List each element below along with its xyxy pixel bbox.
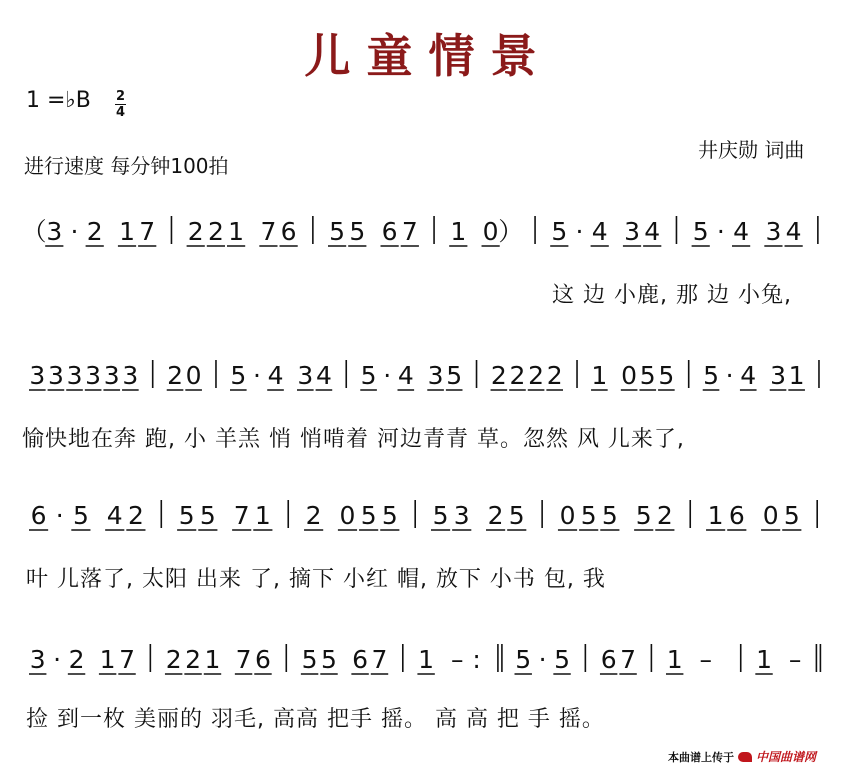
note: 3 (122, 361, 139, 390)
note: 4 (644, 217, 661, 246)
note: 5 (360, 501, 377, 530)
note: 4 (785, 217, 802, 246)
note: 5 (508, 501, 525, 530)
note: 5 (349, 217, 366, 246)
note: · (53, 645, 62, 674)
note: 0 (559, 501, 576, 530)
note: 4 (591, 217, 608, 246)
note: 5 (360, 361, 377, 390)
note: · (725, 361, 734, 390)
note: 2 (656, 501, 673, 530)
note: 2 (185, 645, 202, 674)
note: 6 (352, 645, 369, 674)
note: 5 (692, 217, 709, 246)
note: 3 (29, 361, 46, 390)
note: 1 (204, 645, 221, 674)
note: 3 (624, 217, 640, 246)
note: : (472, 645, 481, 674)
note: 1 (228, 217, 245, 246)
lyric-line-4: 捡 到一枚 美丽的 羽毛, 高高 把手 摇。 高 高 把 手 摇。 (26, 707, 605, 732)
note: 5 (783, 501, 800, 530)
note: 6 (30, 501, 47, 530)
note: 3 (765, 217, 782, 246)
note: 1 (254, 501, 271, 530)
note: 1 (119, 217, 135, 246)
note: 5 (72, 501, 89, 530)
note: – (450, 645, 464, 674)
note: 7 (620, 645, 637, 674)
lyric-line-2: 愉快地在奔 跑, 小 羊羔 悄 悄啃着 河边青青 草。忽然 风 儿来了, (22, 427, 685, 452)
footer-logo: 中国曲谱网 (756, 750, 817, 764)
note: 3 (29, 645, 46, 674)
note: 5 (432, 501, 449, 530)
note: 4 (106, 501, 123, 530)
note: 1 (666, 645, 683, 674)
note: 5 (639, 361, 656, 390)
note: 2 (487, 501, 504, 530)
note: 5 (580, 501, 597, 530)
note: 5 (551, 217, 568, 246)
note: 4 (397, 361, 414, 390)
note: 2 (305, 501, 322, 530)
page-title: 儿童情景 (304, 29, 553, 83)
footer-credit (668, 748, 816, 765)
note: 2 (86, 217, 103, 246)
note: · (70, 217, 79, 246)
note: 3 (770, 361, 786, 390)
note: 2 (546, 361, 563, 390)
note: 6 (728, 501, 745, 530)
note: 3 (47, 361, 64, 390)
note: 1 (418, 645, 435, 674)
note: 1 (99, 645, 116, 674)
note: 5 (446, 361, 463, 390)
note: · (575, 217, 584, 246)
note: 0 (482, 217, 499, 246)
note: 5 (601, 501, 618, 530)
note: 6 (280, 217, 297, 246)
note: 2 (127, 501, 144, 530)
note: 3 (297, 361, 314, 390)
note: 5 (703, 361, 719, 390)
note: 3 (66, 361, 83, 390)
note: 1 (788, 361, 805, 390)
author-credit: 井庆勋 词曲 (698, 138, 805, 162)
footer-text: 本曲谱上传于 (668, 750, 734, 764)
note: 0 (185, 361, 202, 390)
note: 6 (255, 645, 271, 674)
note: 7 (233, 501, 250, 530)
time-signature-bottom: 4 (116, 105, 126, 120)
note: （ (21, 217, 47, 246)
note: 5 (515, 645, 532, 674)
note: 0 (339, 501, 356, 530)
note: 3 (103, 361, 120, 390)
note: 4 (315, 361, 332, 390)
note: 5 (554, 645, 571, 674)
note: 2 (68, 645, 85, 674)
note: 4 (740, 361, 757, 390)
tempo-marking: 进行速度 每分钟100拍 (24, 154, 229, 178)
note: 7 (139, 217, 156, 246)
note: 6 (600, 645, 617, 674)
note: 1 (591, 361, 608, 390)
note: ） (498, 217, 524, 246)
cloud-icon (738, 752, 752, 762)
note: 1 (707, 501, 724, 530)
note: · (383, 361, 392, 390)
note: 3 (85, 361, 102, 390)
key-signature: 1 =♭B (26, 88, 91, 113)
note: 4 (733, 217, 750, 246)
note: 5 (178, 501, 195, 530)
note: 0 (762, 501, 779, 530)
note: 5 (301, 645, 318, 674)
note: 5 (658, 361, 675, 390)
note: 6 (381, 217, 398, 246)
note: 2 (509, 361, 526, 390)
note: 2 (187, 217, 204, 246)
lyric-line-3: 叶 儿落了, 太阳 出来 了, 摘下 小红 帽, 放下 小书 包, 我 (26, 567, 606, 592)
note: 7 (235, 645, 252, 674)
note: 3 (453, 501, 470, 530)
note: 4 (267, 361, 284, 390)
note: 2 (167, 361, 183, 390)
note: 7 (260, 217, 277, 246)
lyric-line-1: 这 边 小鹿, 那 边 小兔, (552, 283, 792, 308)
note: 5 (381, 501, 398, 530)
note: 2 (528, 361, 545, 390)
note: 5 (199, 501, 216, 530)
note: 1 (450, 217, 467, 246)
note: · (55, 501, 64, 530)
note: · (252, 361, 261, 390)
note: – (788, 645, 802, 674)
note: 2 (207, 217, 224, 246)
note: 5 (635, 501, 652, 530)
note: · (716, 217, 725, 246)
note: 2 (490, 361, 507, 390)
note: 7 (401, 217, 418, 246)
note: 3 (427, 361, 444, 390)
note: 7 (371, 645, 388, 674)
note: 7 (119, 645, 135, 674)
note: 2 (165, 645, 182, 674)
note: 1 (756, 645, 772, 674)
note: · (538, 645, 547, 674)
note: 0 (621, 361, 638, 390)
note: – (699, 645, 713, 674)
note: 5 (329, 217, 346, 246)
note: 5 (321, 645, 337, 674)
note: 3 (46, 217, 63, 246)
time-signature-top: 2 (116, 89, 126, 104)
note: 5 (230, 361, 247, 390)
